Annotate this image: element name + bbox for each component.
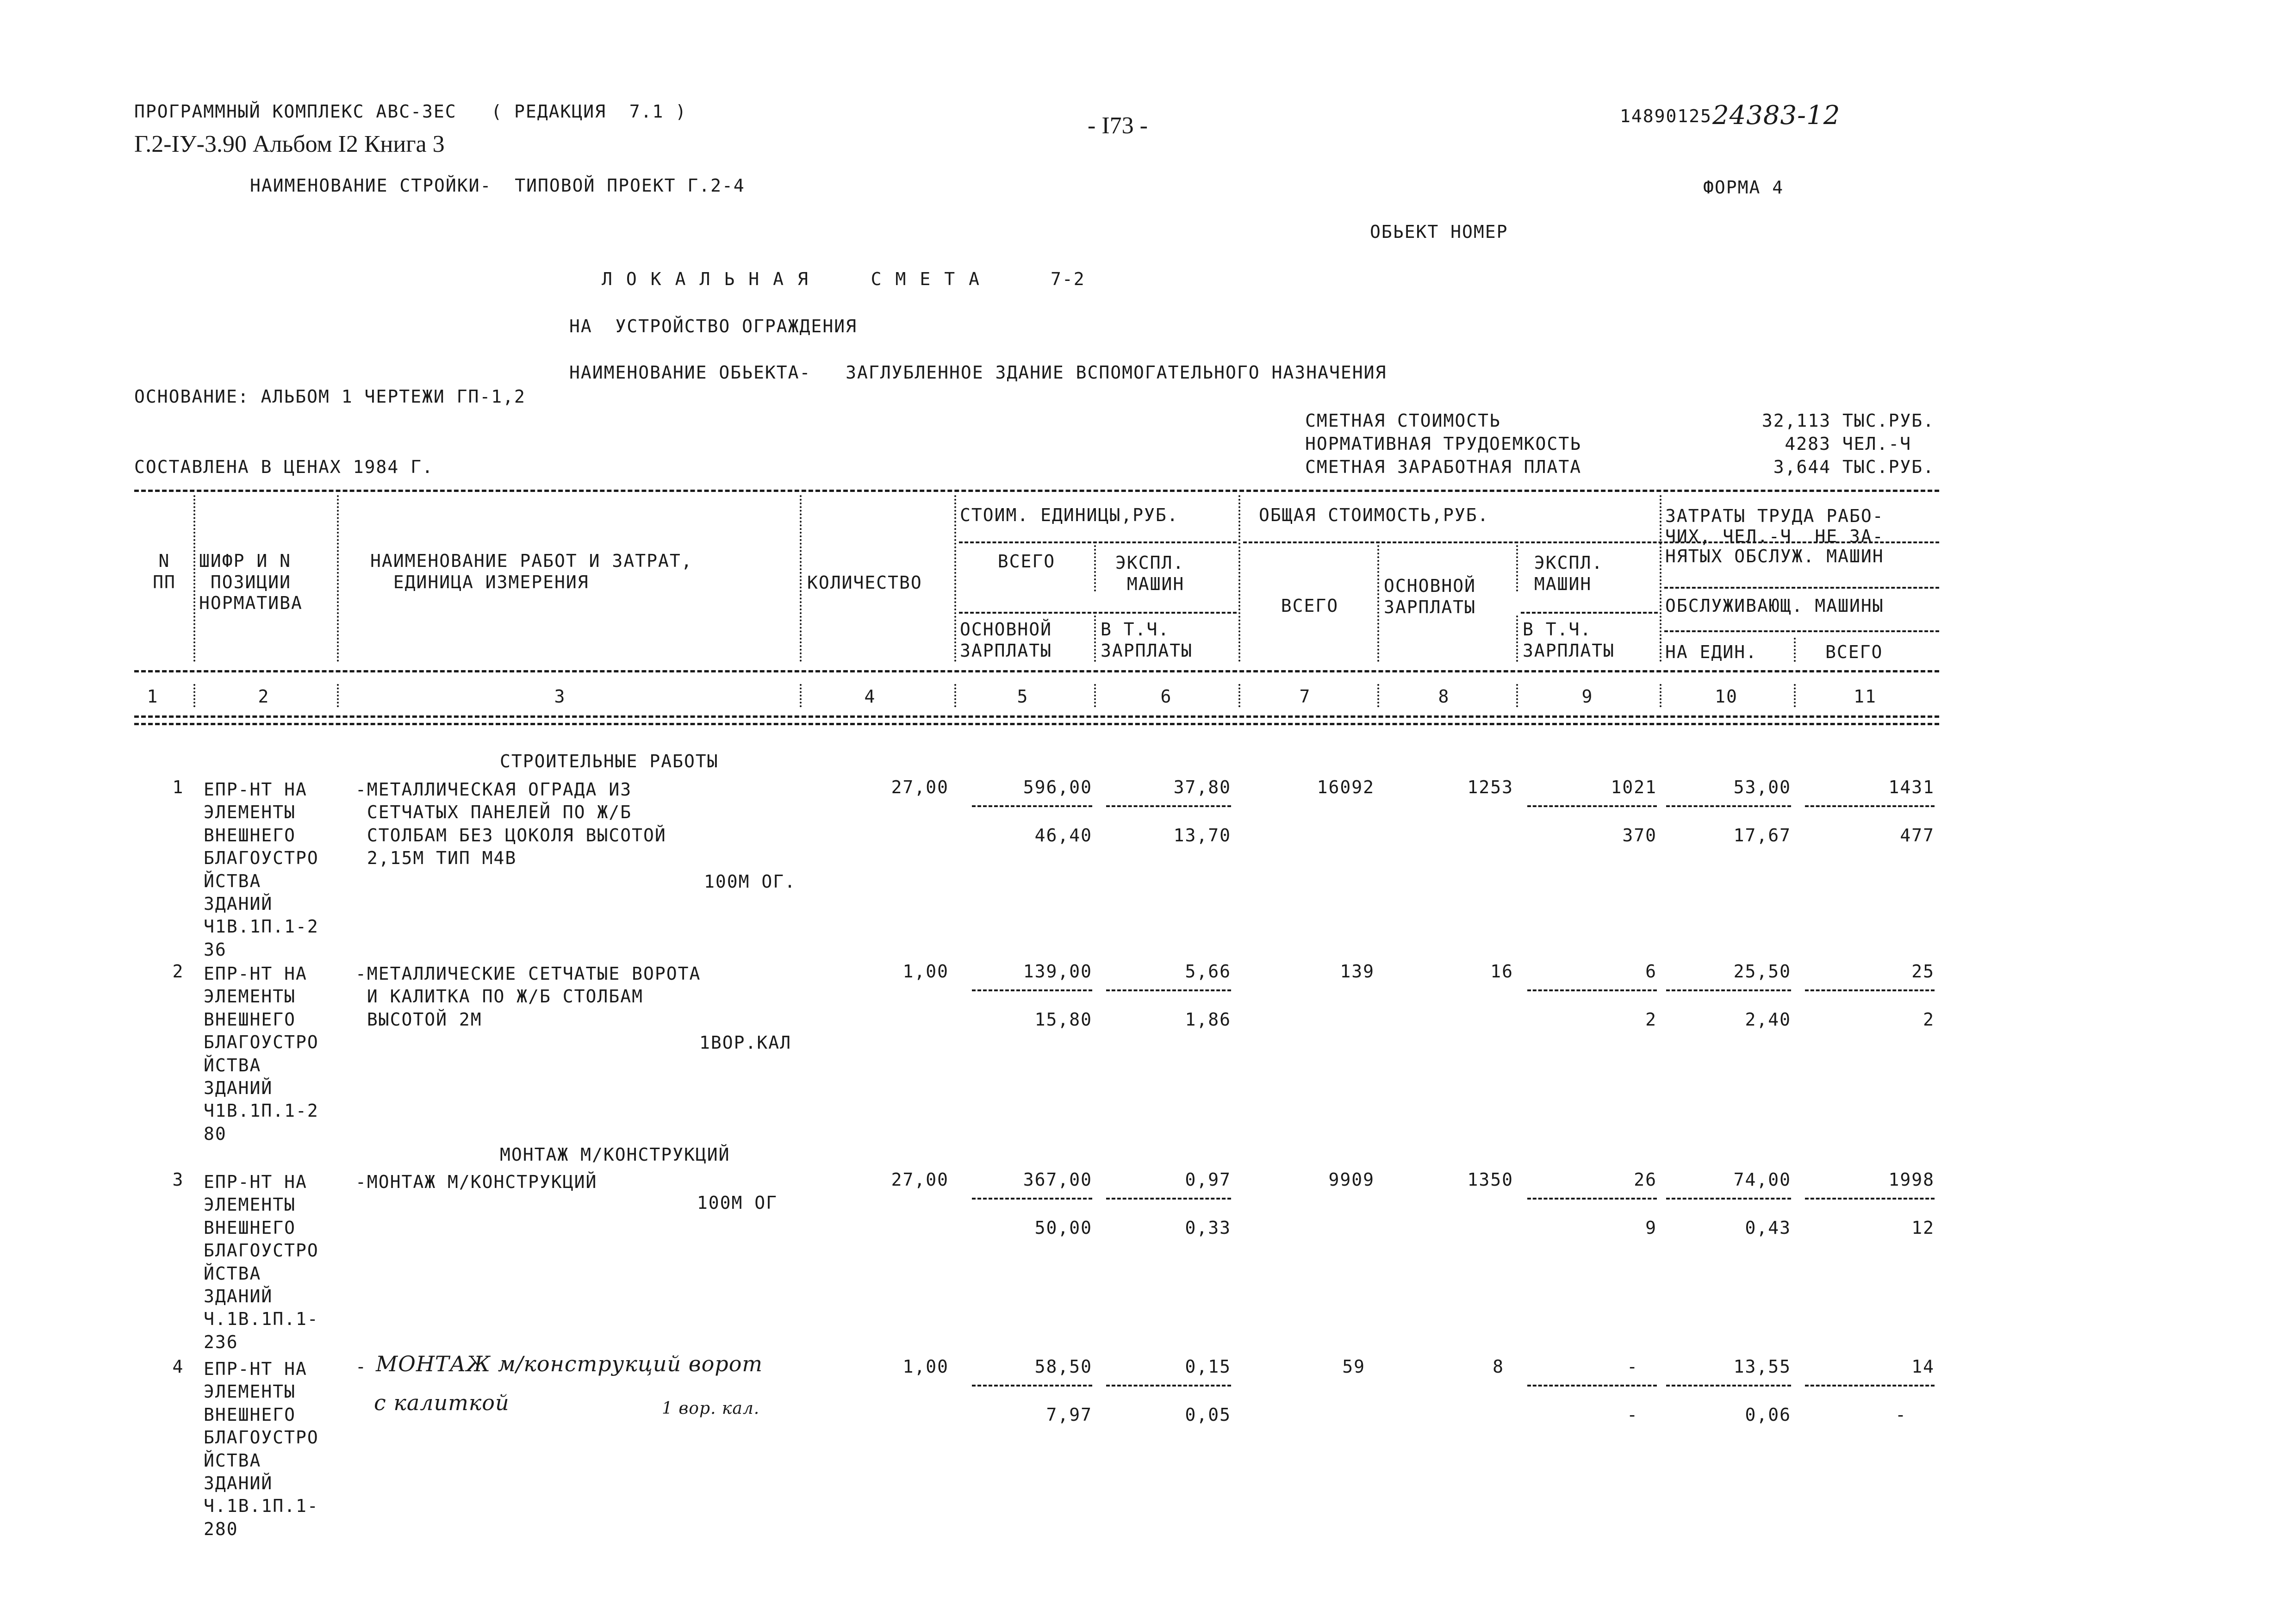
header-qty: КОЛИЧЕСТВО: [807, 572, 922, 593]
row-divider: [1805, 1385, 1935, 1387]
header-rule-labor: [1664, 587, 1939, 589]
row-code: ЕПР-НТ НА ЭЛЕМЕНТЫ ВНЕШНЕГО БЛАГОУСТРО ЙСТВА ЗДАНИЙ Ч1В.1П.1-2 36: [204, 779, 319, 960]
summary-label-wage: СМЕТНАЯ ЗАРАБОТНАЯ ПЛАТА: [1305, 457, 1582, 477]
row-total: 16092: [1317, 777, 1375, 797]
row-name: -МОНТАЖ М/КОНСТРУКЦИЙ: [355, 1172, 597, 1192]
header-rule-unitcost: [959, 541, 1237, 543]
row-divider: [972, 1385, 1092, 1387]
row-divider: [1106, 989, 1231, 991]
header-rule-unitwage: [959, 612, 1237, 614]
program-line: ПРОГРАММНЫЙ КОМПЛЕКС АВС-ЗЕС ( РЕДАКЦИЯ 7.1 ): [134, 101, 687, 122]
col-separator-1: [193, 495, 195, 662]
colnum-separator: [1794, 684, 1796, 707]
colnum-separator: [1094, 684, 1096, 707]
row-service-total: -: [1895, 1405, 1907, 1425]
row-number: 4: [172, 1356, 184, 1377]
row-code: ЕПР-НТ НА ЭЛЕМЕНТЫ ВНЕШНЕГО БЛАГОУСТРО ЙСТВА ЗДАНИЙ Ч1В.1П.1-2 80: [204, 964, 319, 1144]
colnum-separator: [954, 684, 956, 707]
row-unit-total: 596,00: [1023, 777, 1092, 797]
page-number: - I73 -: [1088, 112, 1148, 139]
row-labor-unit: 13,55: [1733, 1356, 1791, 1377]
header-total-mach: ЭКСПЛ. МАШИН: [1534, 553, 1604, 594]
row-total-mach: 6: [1645, 961, 1657, 982]
row-service-total: 12: [1911, 1218, 1935, 1238]
summary-value-wage: 3,644 ТЫС.РУБ.: [1773, 457, 1935, 477]
col-number-4: 4: [864, 686, 876, 707]
project-name: НАИМЕНОВАНИЕ СТРОЙКИ- ТИПОВОЙ ПРОЕКТ Г.2-4: [250, 175, 745, 196]
row-total-mach: -: [1627, 1356, 1638, 1377]
table-top-rule: [134, 490, 1939, 492]
col-number-2: 2: [258, 686, 270, 707]
col-separator-5b: [1094, 616, 1096, 662]
row-name-handwritten: МОНТАЖ м/конструкций ворот: [376, 1351, 763, 1376]
colnum-separator: [337, 684, 339, 707]
row-unit-total: 139,00: [1023, 961, 1092, 982]
col-separator-10: [1794, 638, 1796, 662]
header-unit-wage: ОСНОВНОЙ ЗАРПЛАТЫ: [960, 619, 1052, 661]
document-code: 14890125: [1620, 106, 1712, 126]
object-name: НАИМЕНОВАНИЕ ОБЬЕКТА- ЗАГЛУБЛЕННОЕ ЗДАНИЕ ВСПОМОГАТЕЛЬНОГО НАЗНАЧЕНИЯ: [569, 362, 1387, 383]
row-divider: [1666, 1385, 1791, 1387]
row-total: 139: [1340, 961, 1375, 982]
row-labor-total: 25: [1911, 961, 1935, 982]
prices-year: СОСТАВЛЕНА В ЦЕНАХ 1984 Г.: [134, 457, 434, 477]
row-divider: [1805, 805, 1935, 807]
row-name: -МЕТАЛЛИЧЕСКИЕ СЕТЧАТЫЕ ВОРОТА И КАЛИТКА ПО Ж/Б СТОЛБАМ ВЫСОТОЙ 2М: [355, 964, 701, 1030]
row-unit-total: 58,50: [1034, 1356, 1092, 1377]
header-labor-unit: НА ЕДИН.: [1665, 642, 1758, 662]
col-separator-4: [954, 495, 956, 662]
row-service-total: 2: [1923, 1009, 1935, 1030]
basis: ОСНОВАНИЕ: АЛЬБОМ 1 ЧЕРТЕЖИ ГП-1,2: [134, 386, 526, 407]
document-title-number: 7-2: [1051, 269, 1085, 289]
row-total-wage: 16: [1490, 961, 1513, 982]
col-number-9: 9: [1581, 686, 1593, 707]
row-labor-total: 14: [1911, 1356, 1935, 1377]
colnum-separator: [1516, 684, 1518, 707]
row-service-unit: 2,40: [1745, 1009, 1791, 1030]
summary-label-labor: НОРМАТИВНАЯ ТРУДОЕМКОСТЬ: [1305, 434, 1582, 454]
row-divider: [1666, 805, 1791, 807]
col-number-11: 11: [1854, 686, 1877, 707]
col-separator-9: [1660, 495, 1661, 662]
row-total-mach-wage: -: [1627, 1405, 1638, 1425]
row-divider: [1805, 989, 1935, 991]
header-code: ШИФР И N ПОЗИЦИИ НОРМАТИВА: [199, 551, 303, 614]
col-separator-3: [800, 495, 802, 662]
col-number-6: 6: [1160, 686, 1172, 707]
header-total-cost: ОБЩАЯ СТОИМОСТЬ,РУБ.: [1259, 505, 1489, 525]
row-total-mach-wage: 9: [1645, 1218, 1657, 1238]
colnum-rule-1: [134, 715, 1939, 718]
summary-label-cost: СМЕТНАЯ СТОИМОСТЬ: [1305, 410, 1501, 431]
row-unit-wage: 15,80: [1034, 1009, 1092, 1030]
colnum-separator: [800, 684, 802, 707]
row-qty: 27,00: [891, 1169, 949, 1190]
row-unit-mach-wage: 0,33: [1185, 1218, 1231, 1238]
row-unit-mach: 0,15: [1185, 1356, 1231, 1377]
row-total-mach: 26: [1634, 1169, 1657, 1190]
object-number: ОБЬЕКТ НОМЕР: [1370, 222, 1508, 242]
row-qty: 1,00: [902, 961, 949, 982]
header-labor: ЗАТРАТЫ ТРУДА РАБО- ЧИХ, ЧЕЛ.-Ч НЕ ЗА- НЯТЫХ ОБСЛУЖ. МАШИН: [1665, 506, 1884, 567]
col-number-5: 5: [1017, 686, 1029, 707]
header-labor-total: ВСЕГО: [1825, 642, 1883, 662]
col-number-8: 8: [1438, 686, 1450, 707]
col-separator-5a: [1094, 545, 1096, 591]
row-unit: 100М ОГ.: [703, 871, 796, 892]
header-bottom-rule: [134, 670, 1939, 672]
header-unit-cost: СТОИМ. ЕДИНИЦЫ,РУБ.: [960, 505, 1179, 525]
col-separator-8a: [1516, 545, 1518, 591]
row-divider: [1527, 1198, 1657, 1200]
row-name-prefix: -: [355, 1356, 367, 1377]
header-name: НАИМЕНОВАНИЕ РАБОТ И ЗАТРАТ, ЕДИНИЦА ИЗМЕРЕНИЯ: [370, 551, 693, 592]
row-total-mach-wage: 370: [1622, 825, 1657, 846]
row-number: 2: [172, 961, 184, 982]
form-number: ФОРМА 4: [1703, 177, 1784, 198]
row-divider: [1666, 1198, 1791, 1200]
row-qty: 27,00: [891, 777, 949, 797]
row-name: -МЕТАЛЛИЧЕСКАЯ ОГРАДА ИЗ СЕТЧАТЫХ ПАНЕЛЕЙ ПО Ж/Б СТОЛБАМ БЕЗ ЦОКОЛЯ ВЫСОТОЙ 2,15М ТИП М4В: [355, 779, 666, 869]
col-separator-6: [1238, 495, 1240, 662]
row-divider: [1527, 1385, 1657, 1387]
col-separator-2: [337, 495, 339, 662]
row-labor-unit: 53,00: [1733, 777, 1791, 797]
row-service-total: 477: [1900, 825, 1935, 846]
row-unit-wage: 46,40: [1034, 825, 1092, 846]
section-title: СТРОИТЕЛЬНЫЕ РАБОТЫ: [500, 751, 719, 771]
row-total-wage: 8: [1493, 1356, 1504, 1377]
row-total: 59: [1342, 1356, 1365, 1377]
row-total-mach: 1021: [1611, 777, 1657, 797]
row-number: 3: [172, 1169, 184, 1190]
row-unit-wage: 50,00: [1034, 1218, 1092, 1238]
header-rule-machwage: [1521, 612, 1658, 614]
col-number-1: 1: [147, 686, 159, 707]
header-labor-service: ОБСЛУЖИВАЮЩ. МАШИНЫ: [1665, 596, 1884, 616]
header-unit-mach-wage: В Т.Ч. ЗАРПЛАТЫ: [1101, 619, 1193, 661]
row-divider: [1106, 1198, 1231, 1200]
header-total-all: ВСЕГО: [1281, 596, 1339, 616]
colnum-separator: [1660, 684, 1661, 707]
row-labor-unit: 25,50: [1733, 961, 1791, 982]
row-qty: 1,00: [902, 1356, 949, 1377]
row-unit-mach-wage: 0,05: [1185, 1405, 1231, 1425]
row-divider: [972, 989, 1092, 991]
row-divider: [1527, 805, 1657, 807]
document-title: ЛОКАЛЬНАЯ СМЕТА: [602, 269, 994, 289]
row-unit-mach: 0,97: [1185, 1169, 1231, 1190]
row-unit-mach: 5,66: [1185, 961, 1231, 982]
row-labor-total: 1998: [1888, 1169, 1935, 1190]
row-unit: 1ВОР.КАЛ: [699, 1032, 791, 1053]
header-total-wage: ОСНОВНОЙ ЗАРПЛАТЫ: [1384, 576, 1476, 617]
header-unit-mach: ЭКСПЛ. МАШИН: [1115, 553, 1185, 594]
row-unit: 100М ОГ: [697, 1193, 778, 1213]
document-subtitle: НА УСТРОЙСТВО ОГРАЖДЕНИЯ: [569, 316, 857, 336]
row-unit-handwritten: 1 вор. кал.: [662, 1399, 760, 1418]
col-number-7: 7: [1299, 686, 1311, 707]
row-unit-mach: 37,80: [1173, 777, 1231, 797]
row-divider: [1666, 989, 1791, 991]
row-labor-total: 1431: [1888, 777, 1935, 797]
col-number-3: 3: [554, 686, 566, 707]
col-number-10: 10: [1715, 686, 1738, 707]
document-code-handwritten: 24383-12: [1712, 100, 1841, 131]
col-separator-8b: [1516, 616, 1518, 662]
row-service-unit: 0,06: [1745, 1405, 1791, 1425]
row-total: 9909: [1328, 1169, 1375, 1190]
row-total-wage: 1253: [1467, 777, 1513, 797]
row-divider: [1106, 805, 1231, 807]
row-name-handwritten-2: с калиткой: [374, 1390, 510, 1415]
row-divider: [972, 805, 1092, 807]
header-total-mach-wage: В Т.Ч. ЗАРПЛАТЫ: [1523, 619, 1615, 661]
colnum-rule-2: [134, 723, 1939, 725]
summary-value-labor: 4283 ЧЕЛ.-Ч: [1785, 434, 1911, 454]
row-code: ЕПР-НТ НА ЭЛЕМЕНТЫ ВНЕШНЕГО БЛАГОУСТРО ЙСТВА ЗДАНИЙ Ч.1В.1П.1- 280: [204, 1359, 319, 1539]
col-separator-7: [1377, 545, 1379, 662]
row-number: 1: [172, 777, 184, 797]
album-line: Г.2-IУ-3.90 Альбом I2 Книга 3: [134, 131, 445, 157]
row-labor-unit: 74,00: [1733, 1169, 1791, 1190]
row-divider: [972, 1198, 1092, 1200]
summary-value-cost: 32,113 ТЫС.РУБ.: [1761, 410, 1935, 431]
colnum-separator: [1238, 684, 1240, 707]
header-n: N ПП: [153, 551, 176, 592]
row-unit-wage: 7,97: [1046, 1405, 1092, 1425]
row-service-unit: 17,67: [1733, 825, 1791, 846]
colnum-separator: [193, 684, 195, 707]
row-divider: [1106, 1385, 1231, 1387]
header-unit-total: ВСЕГО: [997, 551, 1056, 572]
row-total-wage: 1350: [1467, 1169, 1513, 1190]
row-unit-mach-wage: 13,70: [1173, 825, 1231, 846]
row-total-mach-wage: 2: [1645, 1009, 1657, 1030]
header-rule-service: [1664, 630, 1939, 632]
section-title: МОНТАЖ М/КОНСТРУКЦИЙ: [500, 1144, 730, 1165]
row-divider: [1805, 1198, 1935, 1200]
row-code: ЕПР-НТ НА ЭЛЕМЕНТЫ ВНЕШНЕГО БЛАГОУСТРО ЙСТВА ЗДАНИЙ Ч.1В.1П.1- 236: [204, 1172, 319, 1352]
row-divider: [1527, 989, 1657, 991]
row-service-unit: 0,43: [1745, 1218, 1791, 1238]
colnum-separator: [1377, 684, 1379, 707]
row-unit-mach-wage: 1,86: [1185, 1009, 1231, 1030]
row-unit-total: 367,00: [1023, 1169, 1092, 1190]
